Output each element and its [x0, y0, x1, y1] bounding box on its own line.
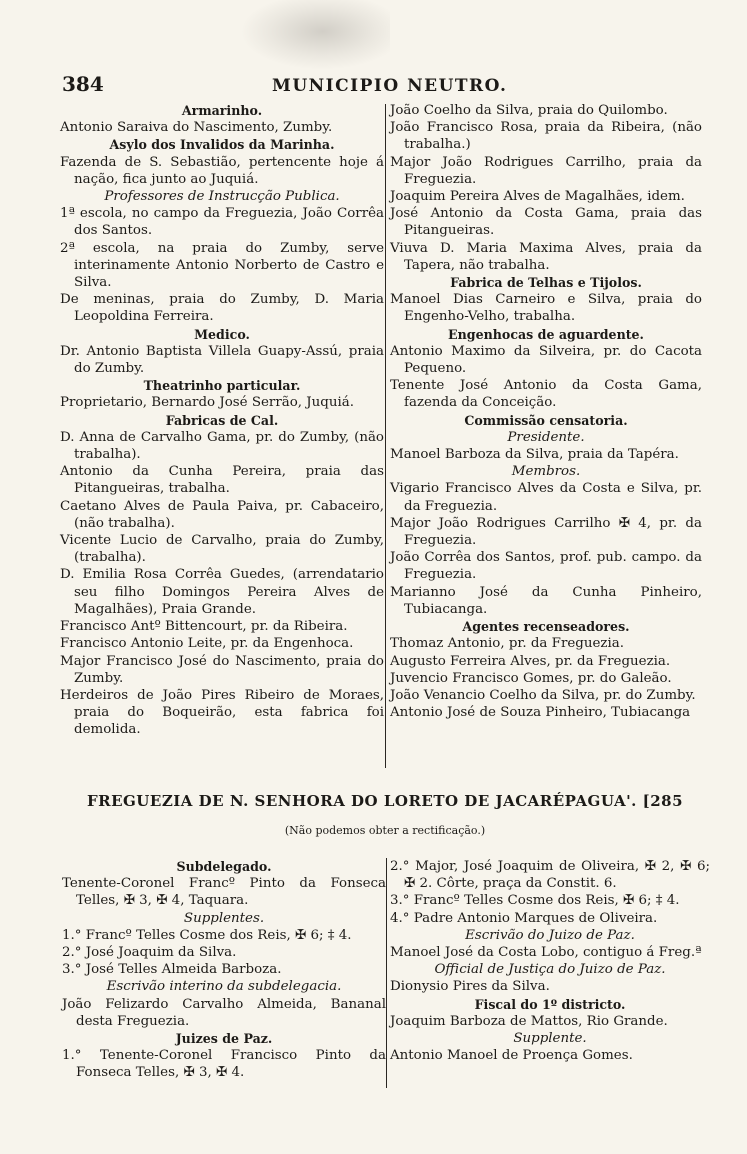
- heading-supplente: Supplente.: [513, 1031, 587, 1047]
- entry: João Coelho da Silva, praia do Quilombo.: [390, 103, 668, 118]
- entry: Major João Rodrigues Carrilho, praia da Freguezia.: [390, 154, 702, 187]
- entry: Manoel José da Costa Lobo, contiguo á Freg.ª: [390, 945, 702, 961]
- heading-presidente: Presidente.: [507, 429, 585, 445]
- heading-fabricas-cal: Fabricas de Cal.: [165, 412, 279, 428]
- right-column-bottom: [390, 858, 710, 1064]
- entry: Joaquim Barboza de Mattos, Rio Grande.: [390, 1013, 668, 1029]
- heading-escrivao-paz: Escrivão do Juizo de Paz.: [465, 927, 635, 943]
- heading-membros: Membros.: [511, 464, 581, 480]
- page-number: 384: [62, 72, 104, 96]
- entry: João Venancio Coelho da Silva, pr. do Zumby.: [390, 687, 696, 703]
- entry: Fazenda de S. Sebastião, pertencente hoje á nação, fica junto ao Juquiá.: [60, 154, 384, 187]
- heading-armarinho: Armarinho.: [181, 103, 263, 118]
- entry: 3.° Francº Telles Cosme dos Reis, ✠ 6; ‡ 4.: [390, 893, 680, 909]
- entry: Caetano Alves de Paula Paiva, pr. Cabaceiro, (não trabalha).: [60, 498, 384, 531]
- entry: Vigario Francisco Alves da Costa e Silva, pr. da Freguezia.: [390, 481, 702, 514]
- column-divider-lower: [386, 858, 387, 1088]
- entry: 2.° José Joaquim da Silva.: [62, 945, 237, 961]
- entry: Augusto Ferreira Alves, pr. da Freguezia.: [390, 653, 671, 669]
- entry: Antonio José de Souza Pinheiro, Tubiacanga: [390, 705, 691, 721]
- heading-commissao: Commissão censatoria.: [464, 412, 628, 428]
- section-title: FREGUEZIA DE N. SENHORA DO LORETO DE JACARÉPAGUA'. [285: [86, 792, 684, 810]
- heading-juizes: Juizes de Paz.: [175, 1031, 273, 1047]
- entry: João Corrêa dos Santos, prof. pub. campo. da Freguezia.: [390, 550, 702, 583]
- entry: De meninas, praia do Zumby, D. Maria Leopoldina Ferreira.: [60, 292, 384, 325]
- entry: Antonio Manoel de Proença Gomes.: [390, 1048, 633, 1064]
- heading-professores: Professores de Instrucção Publica.: [104, 189, 340, 205]
- ink-smudge: [240, 0, 390, 70]
- entry: 3.° José Telles Almeida Barboza.: [62, 962, 282, 978]
- entry: 1.° Tenente-Coronel Francisco Pinto da Fonseca Telles, ✠ 3, ✠ 4.: [62, 1048, 386, 1081]
- entry: Major Francisco José do Nascimento, praia do Zumby.: [60, 653, 384, 686]
- entry: José Antonio da Costa Gama, praia das Pitangueiras.: [390, 206, 702, 239]
- entry: Major João Rodrigues Carrilho ✠ 4, pr. da Freguezia.: [390, 515, 702, 549]
- entry: Herdeiros de João Pires Ribeiro de Moraes, praia do Boqueirão, esta fabrica foi demolida.: [60, 687, 384, 738]
- entry: 1ª escola, no campo da Freguezia, João Corrêa dos Santos.: [60, 206, 384, 239]
- entry: Antonio Saraiva do Nascimento, Zumby.: [60, 120, 333, 136]
- entry: D. Anna de Carvalho Gama, pr. do Zumby, (não trabalha).: [60, 429, 384, 463]
- right-column-top: [390, 102, 702, 721]
- running-title: MUNICIPIO NEUTRO.: [272, 76, 508, 96]
- entry: 4.° Padre Antonio Marques de Oliveira.: [390, 910, 658, 926]
- entry: Dr. Antonio Baptista Villela Guapy-Assú, praia do Zumby.: [60, 343, 384, 377]
- heading-escrivao-sub: Escrivão interino da subdelegacia.: [106, 979, 342, 995]
- entry: 1.° Francº Telles Cosme dos Reis, ✠ 6; ‡ 4.: [62, 927, 352, 943]
- entry: João Francisco Rosa, praia da Ribeira, (não trabalha.): [390, 120, 702, 153]
- entry: Tenente José Antonio da Costa Gama, fazenda da Conceição.: [390, 378, 702, 411]
- heading-asylo: Asylo dos Invalidos da Marinha.: [109, 137, 335, 153]
- entry: D. Emilia Rosa Corrêa Guedes, (arrendatario seu filho Domingos Pereira Alves de Magalhães), Praia Grande.: [60, 567, 384, 617]
- left-column-bottom: [62, 858, 386, 1082]
- heading-fiscal: Fiscal do 1º districto.: [474, 996, 626, 1012]
- entry: Proprietario, Bernardo José Serrão, Juquiá.: [60, 395, 354, 411]
- entry: Dionysio Pires da Silva.: [390, 979, 550, 995]
- entry: 2ª escola, na praia do Zumby, serve interinamente Antonio Norberto de Castro e Silva.: [60, 240, 384, 291]
- entry: Francisco Antº Bittencourt, pr. da Ribeira.: [60, 619, 348, 635]
- column-divider: [385, 104, 386, 768]
- entry: Antonio da Cunha Pereira, praia das Pitangueiras, trabalha.: [60, 464, 384, 497]
- entry: Thomaz Antonio, pr. da Freguezia.: [390, 636, 624, 652]
- page-header: [62, 72, 707, 100]
- entry: Tenente-Coronel Francº Pinto da Fonseca Telles, ✠ 3, ✠ 4, Taquara.: [62, 876, 386, 909]
- entry: Manoel Barboza da Silva, praia da Tapéra.: [390, 447, 679, 463]
- entry: Francisco Antonio Leite, pr. da Engenhoca.: [60, 636, 354, 652]
- entry: Manoel Dias Carneiro e Silva, praia do Engenho-Velho, trabalha.: [390, 292, 702, 325]
- heading-supplentes: Supplentes.: [183, 910, 265, 926]
- heading-subdelegado: Subdelegado.: [176, 859, 272, 874]
- heading-medico: Medico.: [194, 326, 250, 342]
- entry: João Felizardo Carvalho Almeida, Bananal desta Freguezia.: [62, 996, 386, 1029]
- heading-theatrinho: Theatrinho particular.: [143, 378, 301, 394]
- entry: Joaquim Pereira Alves de Magalhães, idem.: [390, 189, 685, 205]
- entry: Marianno José da Cunha Pinheiro, Tubiacanga.: [390, 584, 702, 617]
- heading-engenhocas: Engenhocas de aguardente.: [448, 326, 644, 342]
- heading-official: Official de Justiça do Juizo de Paz.: [434, 962, 666, 978]
- entry: 2.° Major, José Joaquim de Oliveira, ✠ 2, ✠ 6; ✠ 2. Côrte, praça da Constit. 6.: [390, 859, 710, 892]
- section-note: (Não podemos obter a rectificação.): [284, 824, 486, 837]
- heading-telhas: Fabrica de Telhas e Tijolos.: [450, 275, 642, 291]
- entry: Viuva D. Maria Maxima Alves, praia da Tapera, não trabalha.: [390, 240, 702, 273]
- heading-agentes: Agentes recenseadores.: [462, 619, 630, 635]
- left-column-top: [60, 102, 384, 739]
- entry: Vicente Lucio de Carvalho, praia do Zumby, (trabalha).: [60, 533, 384, 566]
- entry: Antonio Maximo da Silveira, pr. do Cacota Pequeno.: [390, 343, 702, 377]
- entry: Juvencio Francisco Gomes, pr. do Galeão.: [390, 670, 672, 686]
